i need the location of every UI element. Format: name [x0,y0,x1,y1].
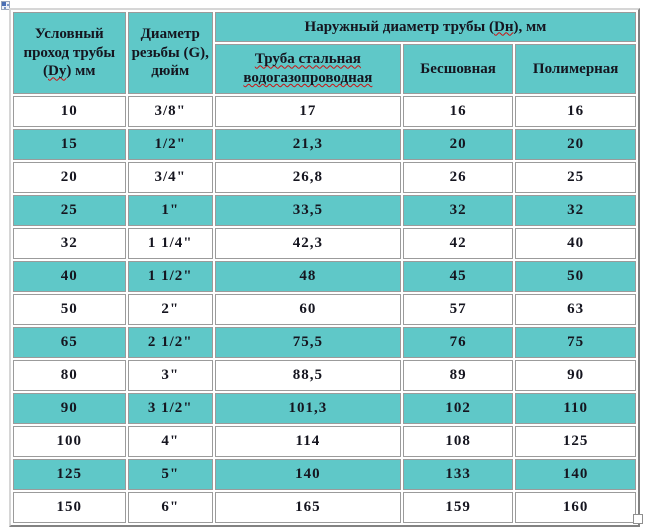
table-row [13,360,636,391]
table-header [13,12,636,94]
cell: 150 [13,492,126,523]
header-steel-pipe [215,44,401,94]
cell: 4" [128,426,213,457]
cell: 42,3 [215,228,401,259]
cell: 25 [13,195,126,226]
header-nominal-bore-tail: ) мм [66,63,96,80]
cell: 2" [128,294,213,325]
cell: 10 [13,96,126,127]
cell: 20 [13,162,126,193]
table-row [13,459,636,490]
cell: 16 [403,96,514,127]
header-steel-pipe-text: Труба стальная водогазопроводная [243,51,373,86]
pipe-diameter-table [9,8,640,527]
table-row [13,261,636,292]
cell: 5" [128,459,213,490]
table-row [13,426,636,457]
table-row [13,162,636,193]
cell: 76 [403,327,514,358]
cell: 57 [403,294,514,325]
table-row [13,195,636,226]
header-polymer: Полимерная [515,44,636,94]
cell: 1/2" [128,129,213,160]
cell: 165 [215,492,401,523]
cell: 133 [403,459,514,490]
table-row [13,228,636,259]
cell: 32 [515,195,636,226]
cell: 1" [128,195,213,226]
header-nominal-bore-text: Условный проход трубы ( [23,25,116,80]
header-outer-diameter-mark: Dн [493,18,514,35]
cell: 140 [515,459,636,490]
cell: 114 [215,426,401,457]
cell: 159 [403,492,514,523]
table-row [13,393,636,424]
table-row [13,327,636,358]
cell: 102 [403,393,514,424]
cell: 140 [215,459,401,490]
cell: 20 [515,129,636,160]
cell: 3 1/2" [128,393,213,424]
table-row [13,96,636,127]
cell: 45 [403,261,514,292]
cell: 90 [13,393,126,424]
cell: 25 [515,162,636,193]
cell: 160 [515,492,636,523]
cell: 89 [403,360,514,391]
cell: 16 [515,96,636,127]
cell: 2 1/2" [128,327,213,358]
cell: 90 [515,360,636,391]
cell: 101,3 [215,393,401,424]
cell: 75,5 [215,327,401,358]
cell: 50 [515,261,636,292]
cell: 26 [403,162,514,193]
cell: 26,8 [215,162,401,193]
cell: 75 [515,327,636,358]
cell: 60 [215,294,401,325]
cell: 3/8" [128,96,213,127]
cell: 32 [13,228,126,259]
header-outer-diameter-tail: ), мм [513,18,547,35]
cell: 17 [215,96,401,127]
cell: 80 [13,360,126,391]
table-row [13,294,636,325]
cell: 40 [515,228,636,259]
cell: 50 [13,294,126,325]
cell: 48 [215,261,401,292]
cell: 6" [128,492,213,523]
cell: 63 [515,294,636,325]
cell: 33,5 [215,195,401,226]
cell: 100 [13,426,126,457]
header-thread-diameter: Диаметр резьбы (G), дюйм [128,12,213,94]
cell: 40 [13,261,126,292]
cell: 108 [403,426,514,457]
cell: 125 [515,426,636,457]
cell: 3" [128,360,213,391]
cell: 88,5 [215,360,401,391]
header-seamless: Бесшовная [403,44,514,94]
table-row [13,129,636,160]
cell: 42 [403,228,514,259]
cell: 21,3 [215,129,401,160]
table-resize-handle[interactable] [633,514,643,524]
cell: 15 [13,129,126,160]
header-outer-diameter-span [215,12,636,42]
cell: 20 [403,129,514,160]
header-row-1 [13,12,636,42]
cell: 32 [403,195,514,226]
cell: 65 [13,327,126,358]
header-nominal-bore-mark: Dy [48,63,67,80]
cell: 3/4" [128,162,213,193]
header-nominal-bore [13,12,126,94]
table-row [13,492,636,523]
cell: 1 1/2" [128,261,213,292]
cell: 125 [13,459,126,490]
header-outer-diameter-text: Наружный диаметр трубы ( [304,18,494,35]
table-body [13,96,636,523]
cell: 110 [515,393,636,424]
cell: 1 1/4" [128,228,213,259]
